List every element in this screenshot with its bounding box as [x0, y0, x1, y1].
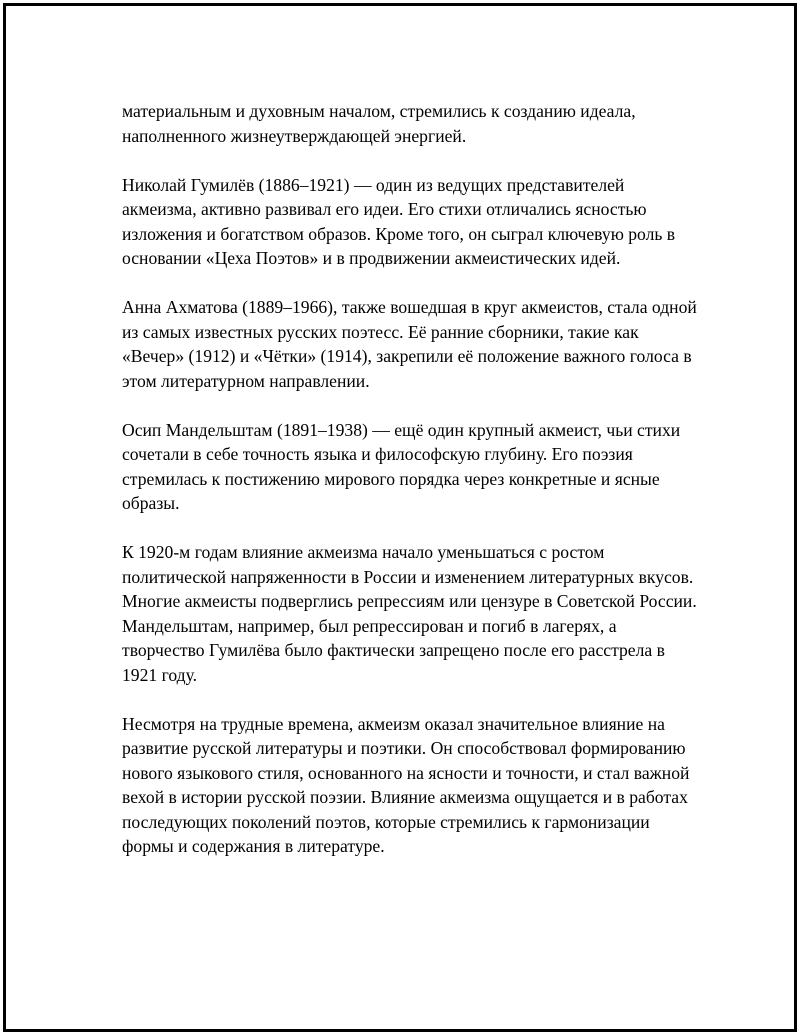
paragraph-legacy: Несмотря на трудные времена, акмеизм оказал значительное влияние на развитие русской литературы и поэтики. Он способствовал формированию нового языкового стиля, основанного на ясности и точности, и стал важной вехой в истории русской поэзии. Влияние акмеизма ощущается и в работах последующих поколений поэтов, которые стремились к гармонизации формы и содержания в литературе. [122, 713, 690, 856]
paragraph-continuation: материальным и духовным началом, стремились к созданию идеала, наполненного жизнеутверждающей энергией. [122, 101, 636, 146]
paragraph-akhmatova: Анна Ахматова (1889–1966), также вошедшая в круг акмеистов, стала одной из самых известных русских поэтесс. Её ранние сборники, такие как «Вечер» (1912) и «Чётки» (1914), закрепили её положение важного голоса в этом литературном направлении. [122, 297, 697, 391]
document-body [122, 99, 702, 859]
paragraph-mandelstam: Осип Мандельштам (1891–1938) — ещё один крупный акмеист, чьи стихи сочетали в себе точность языка и философскую глубину. Его поэзия стремилась к постижению мирового порядка через конкретные и ясные образы. [122, 419, 681, 513]
paragraph-gumilev: Николай Гумилёв (1886–1921) — один из ведущих представителей акмеизма, активно развивал его идеи. Его стихи отличались ясностью изложения и богатством образов. Кроме того, он сыграл ключевую роль в основании «Цеха Поэтов» и в продвижении акмеистических идей. [122, 174, 676, 268]
page-frame [3, 3, 797, 1032]
paragraph-decline: К 1920-м годам влияние акмеизма начало уменьшаться с ростом политической напряженности в России и изменением литературных вкусов. Многие акмеисты подверглись репрессиям или цензуре в Советской России. Мандельштам, например, был репрессирован и погиб в лагерях, а творчество Гумилёва было фактически запрещено после его расстрела в 1921 году. [122, 542, 697, 685]
